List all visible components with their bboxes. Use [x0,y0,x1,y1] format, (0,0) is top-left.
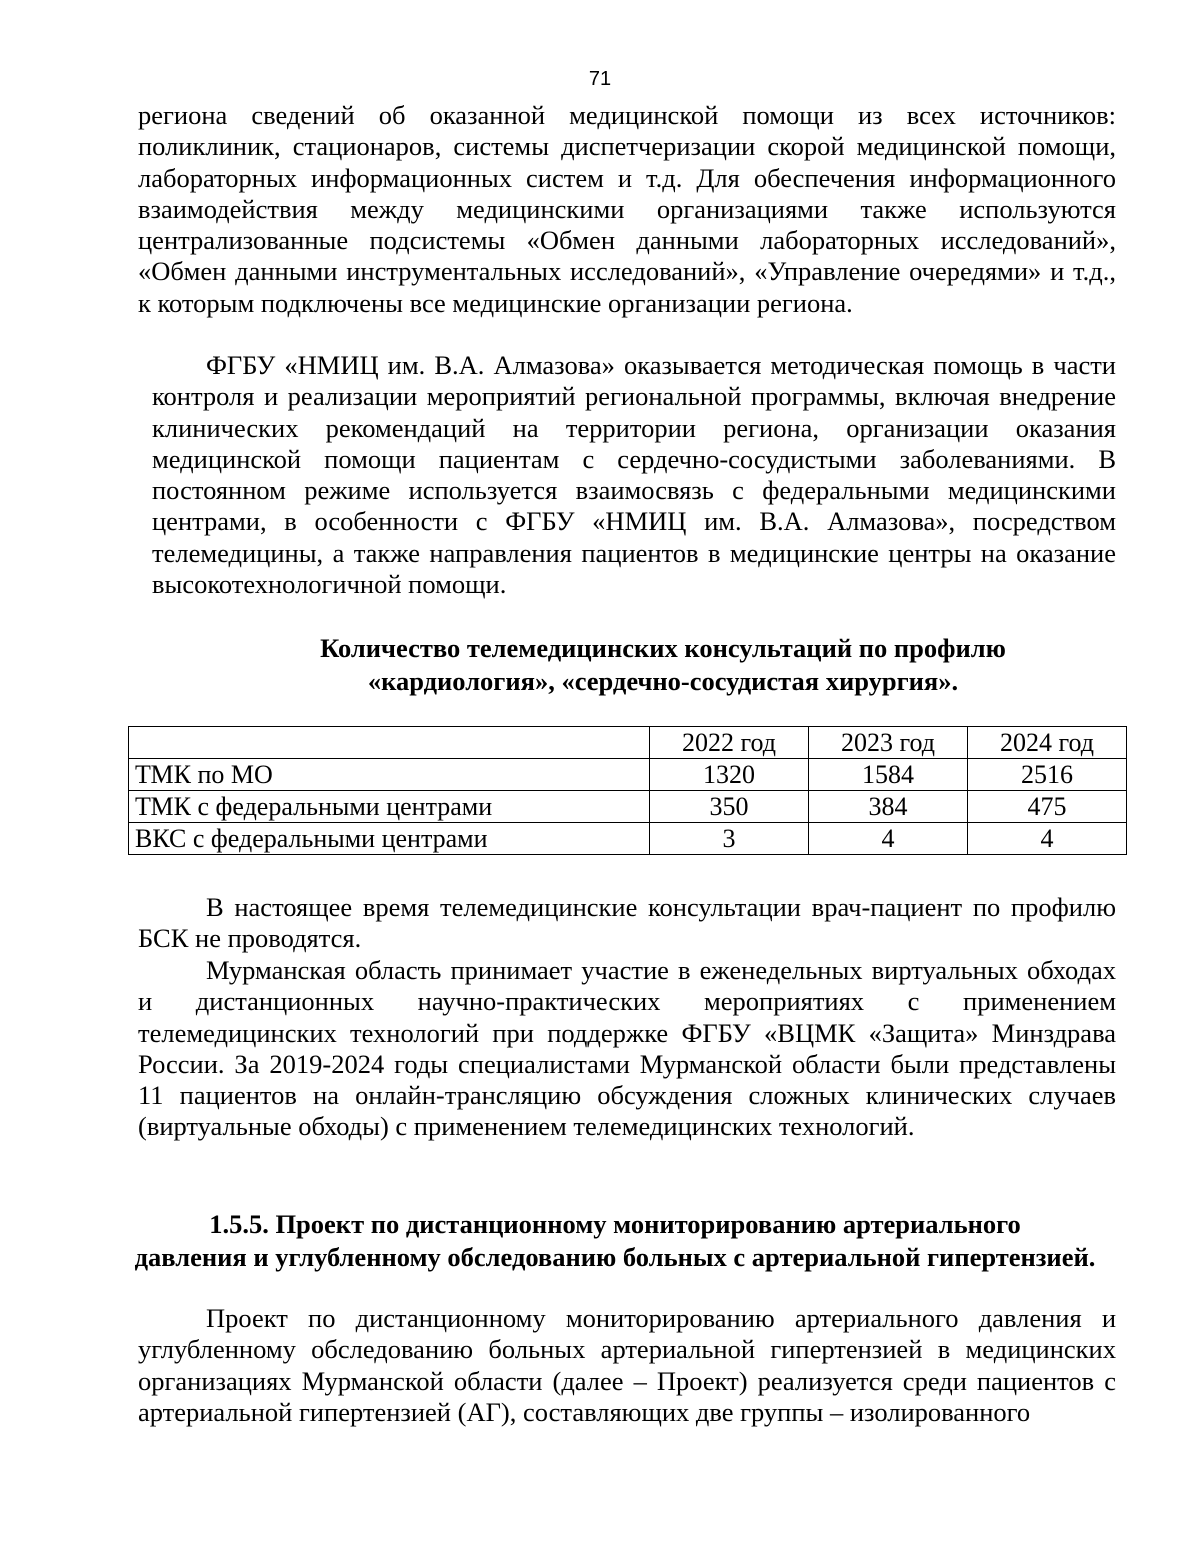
table-cell: 350 [650,791,809,823]
table-cell: 1584 [809,759,968,791]
table-header-cell [129,727,650,759]
section-heading-line-1: 1.5.5. Проект по дистанционному мониторированию артериального [209,1209,1021,1239]
table-row [129,791,1127,823]
table-cell-label: ВКС с федеральными центрами [129,823,650,855]
table-header-cell: 2022 год [650,727,809,759]
table-title [150,632,1176,698]
table-cell: 1320 [650,759,809,791]
page-number: 71 [588,68,612,90]
table-cell: 475 [968,791,1127,823]
table-cell: 4 [968,823,1127,855]
paragraph-bp-monitoring-project: Проект по дистанционному мониторированию артериального давления и углубленному обследованию больных артериальной гипертензией в медицинских организациях Мурманской области (далее – Проект) реализуется среди пациентов с артериальной гипертензией (АГ), составляющих две группы – изолированного [138,1303,1116,1427]
paragraph-telemedicine-systems: региона сведений об оказанной медицинской помощи из всех источников: поликлиник, стационаров, системы диспетчеризации скорой медицинской помощи, лабораторных информационных систем и т.д. Для обеспечения информационного взаимодействия между медицинскими организациями также используются централизованные подсистемы «Обмен данными лабораторных исследований», «Обмен данными инструментальных исследований», «Управление очередями» и т.д., к которым подключены все медицинские организации региона. [138,100,1116,318]
table-cell: 4 [809,823,968,855]
table-cell-label: ТМК по МО [129,759,650,791]
paragraph-almazov-center: ФГБУ «НМИЦ им. В.А. Алмазова» оказывается методическая помощь в части контроля и реализации мероприятий региональной программы, включая внедрение клинических рекомендаций на территории региона, организации оказания медицинской помощи пациентам с сердечно-сосудистыми заболеваниями. В постоянном режиме используется взаимосвязь с федеральными медицинскими центрами, в особенности с ФГБУ «НМИЦ им. В.А. Алмазова», посредством телемедицины, а также направления пациентов в медицинские центры на оказание высокотехнологичной помощи. [152,350,1116,600]
paragraph-virtual-rounds: Мурманская область принимает участие в еженедельных виртуальных обходах и дистанционных научно-практических мероприятиях с применением телемедицинских технологий при поддержке ФГБУ «ВЦМК «Защита» Минздрава России. За 2019-2024 годы специалистами Мурманской области были представлены 11 пациентов на онлайн-трансляцию обсуждения сложных клинических случаев (виртуальные обходы) с применением телемедицинских технологий. [138,955,1116,1142]
section-heading-line-2: давления и углубленному обследованию больных с артериальной гипертензией. [134,1242,1096,1272]
table-header-row [129,727,1127,759]
telemedicine-consultations-table [128,726,1127,855]
section-heading [100,1208,1130,1274]
table-title-line-1: Количество телемедицинских консультаций по профилю [320,633,1006,663]
table-cell: 3 [650,823,809,855]
table-row [129,823,1127,855]
paragraph-doctor-patient: В настоящее время телемедицинские консультации врач-пациент по профилю БСК не проводятся. [138,892,1116,954]
table-title-line-2: «кардиология», «сердечно-сосудистая хирургия». [367,666,959,696]
table-header-cell: 2023 год [809,727,968,759]
table-cell: 384 [809,791,968,823]
table-header-cell: 2024 год [968,727,1127,759]
table-row [129,759,1127,791]
table-cell: 2516 [968,759,1127,791]
table-cell-label: ТМК с федеральными центрами [129,791,650,823]
